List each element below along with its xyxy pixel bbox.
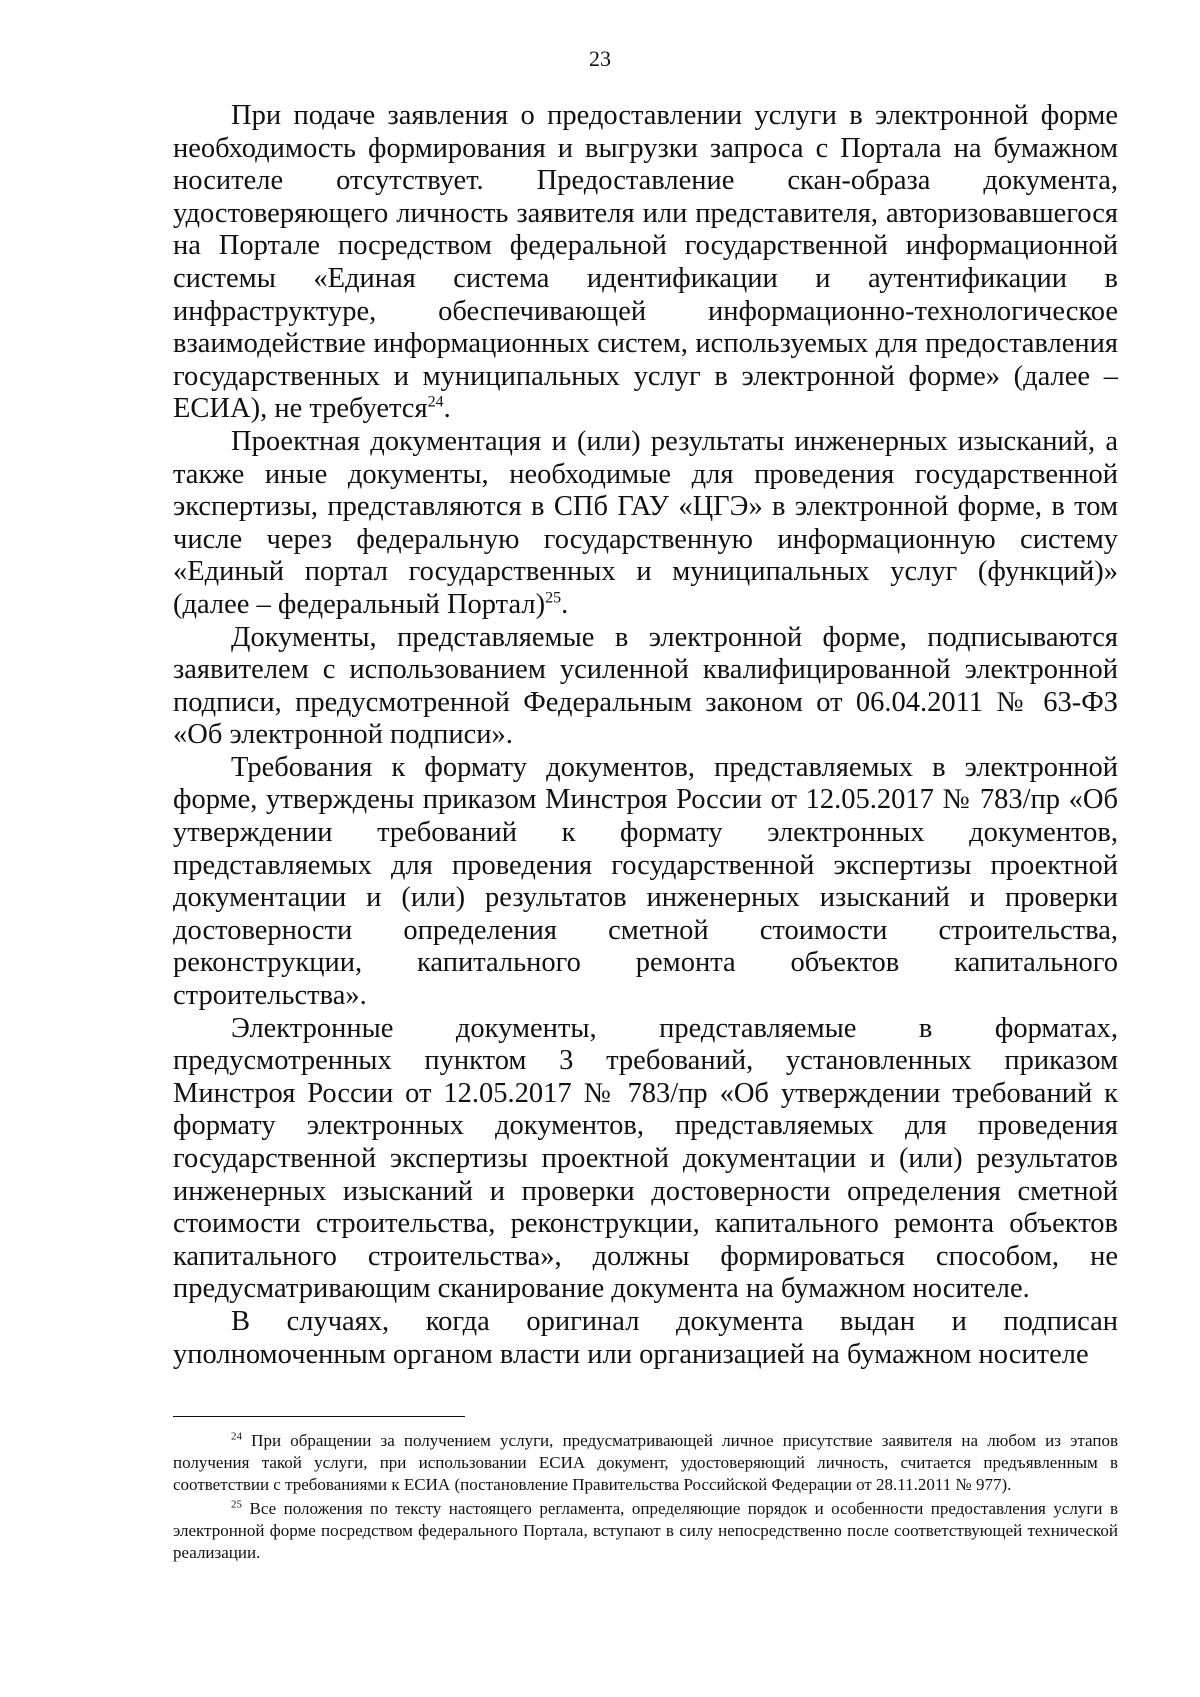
- footnote-24: [173, 1430, 1118, 1496]
- footnotes: [173, 1430, 1118, 1566]
- footnote-ref-24: 24: [427, 393, 444, 411]
- page-number: 23: [589, 46, 611, 71]
- paragraph-4: Требования к формату документов, представляемых в электронной форме, утверждены приказом Минстроя России от 12.05.2017 № 783/пр «Об утверждении требований к формату электронных документов, представляемых для проведения государственной экспертизы проектной документации и (или) результатов инженерных изысканий и проверки достоверности определения сметной стоимости строительства, реконструкции, капитального ремонта объектов капитального строительства».: [173, 751, 1118, 1012]
- paragraph-6: В случаях, когда оригинал документа выдан и подписан уполномоченным органом власти или организацией на бумажном носителе: [173, 1305, 1118, 1370]
- footnote-24-number: 24: [231, 1430, 242, 1443]
- paragraph-5: Электронные документы, представляемые в форматах, предусмотренных пунктом 3 требований, установленных приказом Минстроя России от 12.05.2017 № 783/пр «Об утверждении требований к формату электронных документов, представляемых для проведения государственной экспертизы проектной документации и (или) результатов инженерных изысканий и проверки достоверности определения сметной стоимости строительства, реконструкции, капитального ремонта объектов капитального строительства», должны формироваться способом, не предусматривающим сканирование документа на бумажном носителе.: [173, 1012, 1118, 1305]
- paragraph-1-tail: .: [443, 393, 451, 425]
- footnote-25-number: 25: [231, 1498, 242, 1511]
- paragraph-1: [173, 100, 1118, 426]
- paragraph-3: Документы, представляемые в электронной форме, подписываются заявителем с использованием усиленной квалифицированной электронной подписи, предусмотренной Федеральным законом от 06.04.2011 № 63-ФЗ «Об электронной подписи».: [173, 621, 1118, 751]
- paragraph-2: [173, 426, 1118, 622]
- main-text: [173, 100, 1118, 1371]
- footnote-25-text: Все положения по тексту настоящего регламента, определяющие порядок и особенности предоставления услуги в электронной форме посредством федерального Портала, вступают в силу непосредственно после соответствующей технической реализации.: [173, 1499, 1118, 1562]
- footnote-25: [173, 1498, 1118, 1564]
- footnote-24-text: При обращении за получением услуги, предусматривающей личное присутствие заявителя на любом из этапов получения такой услуги, при использовании ЕСИА документ, удостоверяющий личность, считается предъявленным в соответствии с требованиями к ЕСИА (постановление Правительства Российской Федерации от 28.11.2011 № 977).: [173, 1431, 1118, 1494]
- footnote-divider: [173, 1416, 465, 1417]
- paragraph-2-tail: .: [561, 588, 569, 620]
- paragraph-1-text: При подаче заявления о предоставлении услуги в электронной форме необходимость формирования и выгрузки запроса с Портала на бумажном носителе отсутствует. Предоставление скан-образа документа, удостоверяющего личность заявителя или представителя, авторизовавшегося на Портале посредством федеральной государственной информационной системы «Единая система идентификации и аутентификации в инфраструктуре, обеспечивающей информационно-технологическое взаимодействие информационных систем, используемых для предоставления государственных и муниципальных услуг в электронной форме» (далее – ЕСИА), не требуется: [173, 100, 1118, 425]
- footnote-ref-25: 25: [545, 589, 562, 607]
- paragraph-2-text: Проектная документация и (или) результаты инженерных изысканий, а также иные документы, необходимые для проведения государственной экспертизы, представляются в СПб ГАУ «ЦГЭ» в электронной форме, в том числе через федеральную государственную информационную систему «Единый портал государственных и муниципальных услуг (функций)» (далее – федеральный Портал): [173, 425, 1118, 620]
